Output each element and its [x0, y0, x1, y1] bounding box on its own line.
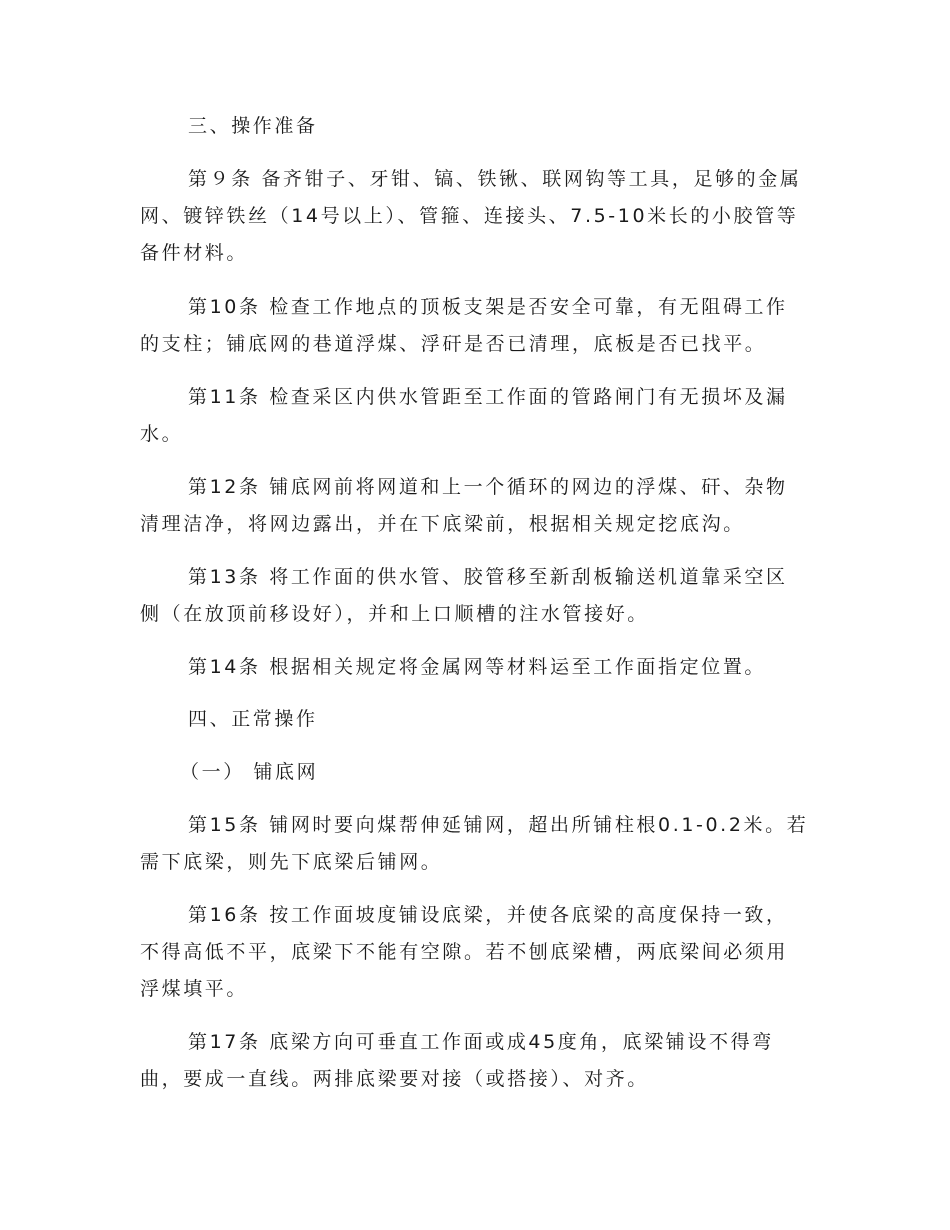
- article-13-line-2: 侧（在放顶前移设好），并和上口顺槽的注水管接好。: [140, 603, 649, 625]
- article-11-line-2: 水。: [140, 423, 184, 445]
- article-11-line-1: 第11条 检查采区内供水管距至工作面的管路闸门有无损坏及漏: [188, 386, 788, 408]
- article-9-line-2: 网、镀锌铁丝（14号以上）、管箍、连接头、7.5-10米长的小胶管等: [140, 205, 799, 227]
- article-16-line-1: 第16条 按工作面坡度铺设底梁，并使各底梁的高度保持一致，: [188, 904, 788, 926]
- article-17-line-1: 第17条 底梁方向可垂直工作面或成45度角，底梁铺设不得弯: [188, 1031, 774, 1053]
- article-16-line-2: 不得高低不平，底梁下不能有空隙。若不刨底梁槽，两底梁间必须用: [140, 941, 789, 963]
- article-12-line-1: 第12条 铺底网前将网道和上一个循环的网边的浮煤、矸、杂物: [188, 476, 788, 498]
- article-10-line-2: 的支柱；铺底网的巷道浮煤、浮矸是否已清理，底板是否已找平。: [140, 333, 767, 355]
- subsection-heading-laying-bottom-net: （一） 铺底网: [180, 761, 319, 783]
- article-10-line-1: 第10条 检查工作地点的顶板支架是否安全可靠，有无阻碍工作: [188, 296, 788, 318]
- article-9-line-1: 第９条 备齐钳子、牙钳、镐、铁锹、联网钩等工具，足够的金属: [188, 168, 802, 190]
- article-14-line-1: 第14条 根据相关规定将金属网等材料运至工作面指定位置。: [188, 656, 767, 678]
- article-17-line-2: 曲，要成一直线。两排底梁要对接（或搭接）、对齐。: [140, 1068, 649, 1090]
- article-15-line-2: 需下底梁，则先下底梁后铺网。: [140, 851, 443, 873]
- article-16-line-3: 浮煤填平。: [140, 978, 249, 1000]
- article-12-line-2: 清理洁净，将网边露出，并在下底梁前，根据相关规定挖底沟。: [140, 513, 745, 535]
- article-15-line-1: 第15条 铺网时要向煤帮伸延铺网，超出所铺柱根0.1-0.2米。若: [188, 814, 809, 836]
- article-13-line-1: 第13条 将工作面的供水管、胶管移至新刮板输送机道靠采空区: [188, 566, 788, 588]
- section-heading-preparation: 三、操作准备: [188, 115, 318, 137]
- article-9-line-3: 备件材料。: [140, 242, 249, 264]
- section-heading-normal-operation: 四、正常操作: [188, 708, 318, 730]
